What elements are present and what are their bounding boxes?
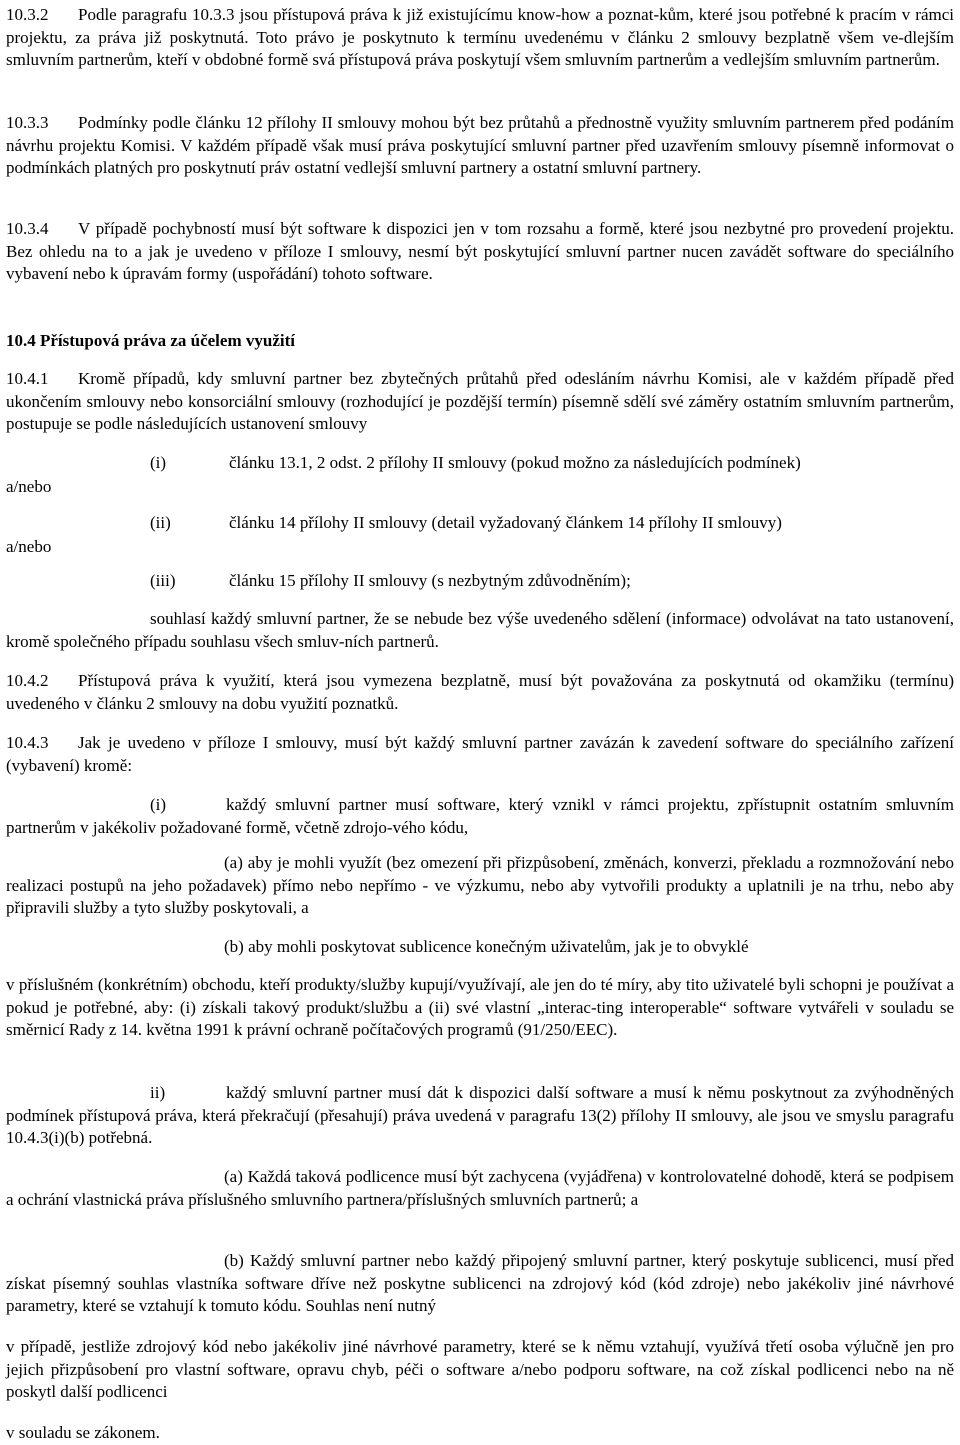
paragraph-sub-i	[6, 794, 954, 839]
paragraph-number: 10.4.3	[6, 733, 49, 752]
paragraph-souhlasi: souhlasí každý smluvní partner, že se nebude bez výše uvedeného sdělení (informace) odvolávat na tato ustanovení, kromě společného případu souhlasu všech smluv-ních partnerů.	[6, 609, 954, 651]
list-item	[6, 512, 954, 535]
section-heading: 10.4 Přístupová práva za účelem využití	[6, 331, 295, 350]
paragraph-text: každý smluvní partner musí dát k dispozici další software a musí k němu poskytnout za zvýhodněných podmínek přístupová práva, která překračují (přesahují) práva uvedená v paragrafu 13(2) přílohy II smlouvy, ale jsou ve smyslu paragrafu 10.4.3(i)(b) potřebná.	[6, 1083, 954, 1147]
paragraph-continuation-2: v případě, jestliže zdrojový kód nebo jakékoliv jiné návrhové parametry, které se k němu vztahují, využívá třetí osoba výlučně jen pro jejich přizpůsobení pro vlastní software, opravu chyb, péči o software a/nebo podporu software, na což získal podlicenci nebo na ně poskytl další podlicenci	[6, 1337, 954, 1401]
paragraph-final: v souladu se zákonem.	[6, 1423, 160, 1442]
item-number: (i)	[150, 453, 167, 472]
list-item	[6, 452, 954, 475]
item-text: článku 13.1, 2 odst. 2 přílohy II smlouvy (pokud možno za následujících podmínek)	[229, 453, 801, 472]
item-text: článku 14 přílohy II smlouvy (detail vyžadovaný článkem 14 přílohy II smlouvy)	[229, 513, 782, 532]
paragraph-10-4-1	[6, 368, 954, 436]
paragraph-sub-b: (b) aby mohli poskytovat sublicence konečným uživatelům, jak je to obvyklé	[224, 937, 749, 956]
paragraph-sub-a-2: (a) Každá taková podlicence musí být zachycena (vyjádřena) v kontrolovatelné dohodě, která se podpisem a ochrání vlastnická práva příslušného smluvního partnera/příslušných smluvních partnerů; a	[6, 1167, 954, 1209]
paragraph-sub-a: (a) aby je mohli využít (bez omezení při přizpůsobení, změnách, konverzi, překladu a rozmnožování nebo realizaci postupů na jeho požadavek) přímo nebo nepřímo - ve výzkumu, nebo aby vytvořili produkty a uplatnili je na trhu, nebo aby připravili služby a tyto služby poskytovali, a	[6, 853, 954, 917]
paragraph-number: 10.3.2	[6, 5, 49, 24]
paragraph-text: Kromě případů, kdy smluvní partner bez zbytečných průtahů před odesláním návrhu Komisi, ale v každém případě před ukončením smlouvy nebo konsorciální smlouvy (rozhodující je pozdější termín) písemně sdělí své záměry ostatním smluvním partnerům, postupuje se podle následujících ustanovení smlouvy	[6, 369, 954, 433]
paragraph-text: Podle paragrafu 10.3.3 jsou přístupová práva k již existujícímu know-how a poznat-kům, které jsou potřebné k pracím v rámci projektu, za práva již poskytnutá. Toto právo je poskytnuto k termínu uvedenému v článku 2 smlouvy bezplatně všem ve-dlejším smluvním partnerům, kteří v obdobné formě svá přístupová práva poskytují všem smluvním partnerům a vedlejším smluvním partnerům.	[6, 5, 954, 69]
paragraph-continuation: v příslušném (konkrétním) obchodu, kteří produkty/služby kupují/využívají, ale jen do té míry, aby tito uživatelé byli schopni je používat a pokud je potřebné, aby: (i) získali takový produkt/službu a (ii) své vlastní „interac-ting interoperable“ software vytvářeli v souladu se směrnicí Rady z 14. května 1991 k právní ochraně počítačových programů (91/250/EEC).	[6, 975, 954, 1039]
paragraph-text: Jak je uvedeno v příloze I smlouvy, musí být každý smluvní partner zavázán k zavedení software do speciálního zařízení (vybavení) kromě:	[6, 733, 954, 775]
paragraph-number: ii)	[150, 1083, 166, 1102]
paragraph-10-4-3	[6, 732, 954, 777]
paragraph-text: V případě pochybností musí být software k dispozici jen v tom rozsahu a formě, které jsou nezbytné pro provedení projektu. Bez ohledu na to a jak je uvedeno v příloze I smlouvy, nesmí být poskytující smluvní partner nucen zavádět software do speciálního vybavení nebo k úpravám formy (uspořádání) tohoto software.	[6, 219, 954, 283]
paragraph-10-4-2	[6, 670, 954, 715]
paragraph-sub-b-2: (b) Každý smluvní partner nebo každý připojený smluvní partner, který poskytuje sublicenci, musí před získat písemný souhlas vlastníka software dříve než poskytne sublicenci na zdrojový kód (kód zdroje) nebo jakékoliv jiné návrhové parametry, které se vztahují k tomuto kódu. Souhlas není nutný	[6, 1251, 954, 1315]
anebo-label: a/nebo	[6, 537, 52, 556]
paragraph-number: (i)	[150, 795, 167, 814]
paragraph-text: Podmínky podle článku 12 přílohy II smlouvy mohou být bez průtahů a přednostně využity smluvním partnerem před podáním návrhu projektu Komisi. V každém případě však musí práva poskytující smluvní partner před uzavřením smlouvy písemně informovat o podmínkách platných pro poskytnutí práv ostatní vedlejší smluvní partnery a ostatní smluvní partnery.	[6, 113, 954, 177]
paragraph-number: 10.4.1	[6, 369, 49, 388]
item-number: (ii)	[150, 513, 171, 532]
paragraph-sub-ii	[6, 1082, 954, 1150]
paragraph-number: 10.3.4	[6, 219, 49, 238]
paragraph-10-3-2	[6, 4, 954, 72]
item-text: článku 15 přílohy II smlouvy (s nezbytným zdůvodněním);	[229, 571, 631, 590]
paragraph-text: každý smluvní partner musí software, který vznikl v rámci projektu, zpřístupnit ostatním smluvním partnerům v jakékoliv požadované formě, včetně zdrojo-vého kódu,	[6, 795, 954, 837]
paragraph-number: 10.3.3	[6, 113, 49, 132]
paragraph-10-3-3	[6, 112, 954, 180]
anebo-label: a/nebo	[6, 477, 52, 496]
paragraph-text: Přístupová práva k využití, která jsou vymezena bezplatně, musí být považována za poskytnutá od okamžiku (termínu) uvedeného v článku 2 smlouvy na dobu využití poznatků.	[6, 671, 954, 713]
paragraph-number: 10.4.2	[6, 671, 49, 690]
item-number: (iii)	[150, 571, 176, 590]
paragraph-10-3-4	[6, 218, 954, 286]
list-item	[6, 570, 954, 593]
items-list	[6, 452, 954, 592]
